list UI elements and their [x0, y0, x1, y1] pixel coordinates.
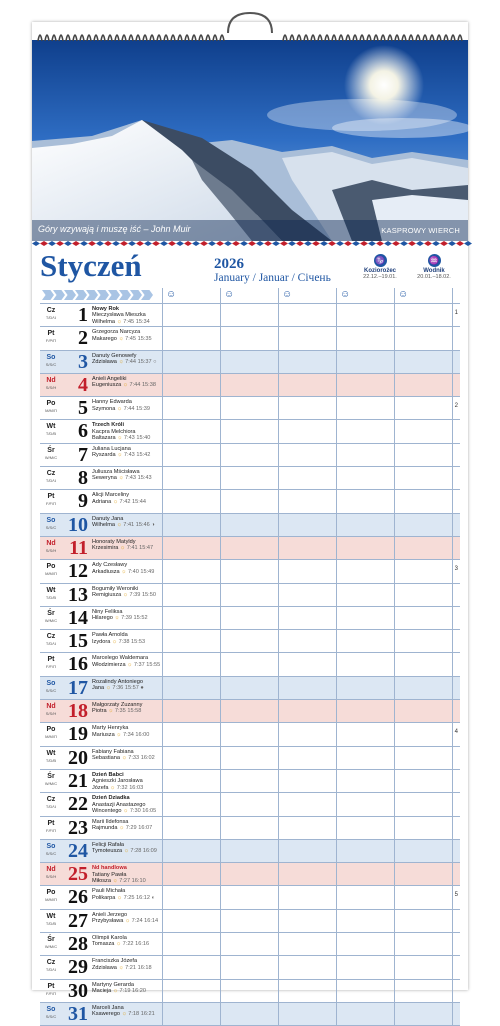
name-day: Piotra: [92, 708, 107, 715]
smiley-icon: ☺: [398, 289, 409, 300]
day-number: 21: [68, 769, 88, 792]
weekday-label: Nd S/S/Н: [45, 866, 57, 880]
day-number: 22: [68, 793, 88, 816]
weekday-label: Pt F/P/П: [45, 330, 57, 344]
name-day: Danuty Jana: [92, 515, 124, 522]
name-days: [92, 562, 200, 575]
sunrise-sunset: 7:34 16:00: [122, 731, 150, 738]
day-number: 17: [68, 676, 88, 699]
weekday-label: Wt T/D/В: [45, 749, 57, 763]
sunrise-sunset: 7:19 16:20: [119, 988, 146, 995]
name-day: Martyny Gerarda: [92, 981, 134, 988]
sun-icon: ☼: [117, 435, 123, 442]
name-day: Hilarego: [92, 615, 113, 622]
weekday-label: Śr W/M/С: [44, 772, 58, 786]
name-day: Baltazara: [92, 435, 116, 442]
sunrise-sunset: 7:40 15:49: [127, 568, 155, 575]
name-days: [92, 376, 200, 389]
zodiac-dates: 20.01.–18.02.: [417, 274, 451, 280]
name-day: Macieja: [92, 988, 112, 995]
name-days: [92, 865, 200, 884]
name-day: Sebastiana: [92, 755, 120, 762]
day-row: [40, 1003, 460, 1026]
weekday-label: Po M/M/П: [45, 563, 57, 577]
sunrise-sunset: 7:25 16:12: [123, 894, 151, 901]
capricorn-icon: ♑: [375, 256, 385, 265]
moon-phase-icon: ●: [140, 685, 144, 692]
photo-caption: Góry wzywają i muszę iść – John Muir: [38, 224, 191, 234]
month-translations: January / Januar / Січень: [214, 272, 331, 284]
sunrise-sunset: 7:29 16:07: [125, 824, 153, 831]
name-day: Miłosza: [92, 877, 111, 884]
sunrise-sunset: 7:39 15:52: [121, 615, 148, 622]
day-row: [40, 956, 460, 979]
name-day: Zdzisława: [92, 359, 117, 365]
weekday-label: Po M/M/П: [45, 400, 57, 414]
weekday-label: So S/S/С: [45, 842, 57, 856]
day-row: [40, 840, 460, 863]
name-day: Rajmunda: [92, 824, 118, 831]
zodiac-aquarius: [407, 254, 461, 280]
name-days: [92, 469, 200, 482]
chevron-decoration: [42, 290, 152, 300]
sunrise-sunset: 7:41 15:47: [126, 545, 154, 552]
name-days: [92, 306, 200, 325]
smiley-icon: ☺: [340, 289, 351, 300]
day-number: 1: [78, 304, 88, 326]
name-days: [92, 422, 200, 441]
weekday-label: Po M/M/П: [45, 889, 57, 903]
name-day: Szymona: [92, 405, 116, 412]
day-number: 6: [78, 420, 88, 443]
day-row: [40, 374, 460, 397]
day-row: [40, 747, 460, 770]
holiday-label: Dzień Babci: [92, 771, 124, 778]
name-day: Marceli Jana: [92, 1004, 124, 1011]
zodiac-dates: 22.12.–19.01.: [363, 274, 397, 280]
day-number: 26: [68, 886, 88, 909]
day-number: 25: [68, 863, 88, 886]
sunrise-sunset: 7:22 16:16: [122, 941, 150, 948]
week-number: 3: [454, 566, 458, 573]
name-day: Tymoteusza: [92, 848, 123, 855]
sunrise-sunset: 7:37 15:55: [133, 661, 161, 668]
name-day: Anieli Angeliki: [92, 375, 127, 382]
sunrise-sunset: 7:43 15:42: [123, 452, 151, 459]
sun-icon: ☼: [119, 824, 125, 831]
name-day: Honoraty Matyldy: [92, 538, 136, 545]
weekday-label: So S/S/С: [45, 1005, 57, 1019]
name-day: Tatiany Pawła: [92, 871, 127, 878]
name-days: [92, 655, 200, 668]
day-number: 11: [69, 536, 88, 559]
name-day: Eugeniusza: [92, 382, 122, 389]
name-day: Ksawerego: [92, 1011, 120, 1018]
sunrise-sunset: 7:44 15:37: [125, 359, 152, 365]
weekday-label: Śr W/M/С: [44, 609, 58, 623]
day-row: [40, 910, 460, 933]
day-number: 9: [78, 490, 88, 513]
name-days: [92, 725, 200, 738]
sun-icon: ☼: [122, 382, 128, 389]
day-number: 14: [68, 606, 88, 629]
weekday-label: Wt T/D/В: [45, 423, 57, 437]
name-days: [92, 329, 200, 342]
name-day: Seweryna: [92, 475, 117, 482]
day-row: [40, 700, 460, 723]
day-number: 19: [68, 723, 88, 746]
day-number: 28: [68, 933, 88, 956]
day-row: [40, 677, 460, 700]
moon-phase-icon: ◐: [151, 894, 155, 901]
sunrise-sunset: 7:24 16:14: [131, 918, 159, 925]
name-day: Felicji Rafała: [92, 841, 125, 848]
name-day: Izydora: [92, 638, 111, 645]
name-day: Marii Ildefonsa: [92, 818, 129, 825]
sunrise-sunset: 7:43 15:40: [123, 435, 151, 442]
moon-phase-icon: ◑: [151, 522, 155, 529]
day-number: 29: [68, 956, 88, 979]
weekday-label: Pt F/F/П: [46, 656, 56, 670]
zodiac-capricorn: [353, 254, 407, 280]
name-days: [92, 749, 200, 762]
name-day: Franciszka Józefa: [92, 958, 138, 965]
week-number: 2: [454, 403, 458, 410]
sunrise-sunset: 7:45 15:34: [123, 318, 150, 325]
name-day: Ady Czesławy: [92, 562, 128, 569]
day-number: 10: [68, 513, 88, 536]
name-days: [92, 446, 200, 459]
sun-icon: ☼: [115, 941, 122, 948]
month-title: Styczeń: [40, 248, 142, 283]
photo-location: KASPROWY WIERCH: [381, 226, 460, 235]
day-row: [40, 304, 460, 327]
sun-icon: ☼: [123, 848, 129, 855]
moon-phase-icon: ○: [153, 359, 157, 365]
calendar-page: [32, 22, 468, 1025]
sunrise-sunset: 7:38 15:53: [118, 638, 146, 645]
sun-icon: ☼: [127, 661, 133, 668]
day-row: [40, 490, 460, 513]
sunrise-sunset: 7:43 15:43: [125, 475, 152, 482]
day-number: 27: [68, 909, 88, 932]
holiday-label: Trzech Króli: [92, 422, 125, 429]
sun-icon: ☼: [117, 452, 123, 459]
day-number: 30: [68, 979, 88, 1002]
day-row: [40, 630, 460, 653]
name-days: [92, 609, 200, 622]
name-day: Adriana: [92, 498, 112, 505]
sun-icon: ☼: [121, 568, 127, 575]
name-day: Kacpra Melchiora: [92, 428, 136, 435]
sunrise-sunset: 7:44 15:39: [123, 405, 151, 412]
name-days: [92, 539, 200, 552]
name-days: [92, 679, 200, 692]
sun-icon: ☼: [118, 335, 124, 342]
name-day: Juliana Lucjana: [92, 445, 131, 452]
name-day: Mieczysława Mieszka: [92, 312, 146, 319]
name-days: [92, 982, 200, 995]
name-days: [92, 586, 200, 599]
sunrise-sunset: 7:27 16:10: [119, 877, 146, 884]
day-row: [40, 514, 460, 537]
sun-icon: ☼: [121, 1011, 127, 1018]
calendar-grid: [40, 288, 460, 1026]
sun-icon: ☼: [112, 877, 118, 884]
sunrise-sunset: 7:28 16:09: [130, 848, 157, 855]
name-day: Grzegorza Narcyza: [92, 329, 141, 336]
sunrise-sunset: 7:42 15:44: [119, 498, 146, 505]
sunrise-sunset: 7:33 16:02: [128, 755, 155, 762]
day-number: 18: [68, 700, 88, 723]
name-day: Arkadiusza: [92, 568, 120, 575]
day-row: [40, 770, 460, 793]
day-row: [40, 420, 460, 443]
day-number: 5: [78, 397, 88, 420]
name-day: Niny Feliksa: [92, 608, 123, 615]
zodiac-name: Wodnik: [423, 268, 445, 274]
day-row: [40, 444, 460, 467]
sunrise-sunset: 7:30 16:05: [129, 808, 157, 815]
weekday-label: So S/S/С: [45, 679, 57, 693]
sunrise-sunset: 7:45 15:35: [125, 335, 152, 342]
weekday-label: Cz T/D/Ч: [45, 470, 57, 484]
weekday-label: Śr W/M/С: [44, 446, 58, 460]
name-day: Anastazji Anastazego: [92, 801, 146, 808]
name-day: Małgorzaty Zuzanny: [92, 702, 143, 709]
day-row: [40, 817, 460, 840]
weekday-label: Pt F/F/П: [46, 819, 56, 833]
day-row: [40, 327, 460, 350]
name-days: [92, 1005, 200, 1018]
sun-icon: ☼: [119, 545, 126, 552]
day-row: [40, 351, 460, 374]
day-row: [40, 537, 460, 560]
zodiac-name: Koziorożec: [363, 268, 396, 274]
name-days: [92, 772, 200, 791]
name-day: Tomasza: [92, 941, 115, 948]
sunrise-sunset: 7:44 15:38: [129, 382, 156, 389]
sunrise-sunset: 7:39 15:50: [129, 591, 156, 598]
sunrise-sunset: 7:36 15:57: [112, 685, 139, 692]
sun-icon: ☼: [124, 918, 131, 925]
mountain-photo: [32, 40, 468, 241]
name-day: Przybysława: [92, 918, 124, 925]
sun-icon: ☼: [122, 591, 128, 598]
week-number: 4: [454, 729, 458, 736]
name-day: Marty Henryka: [92, 725, 129, 732]
day-row: [40, 863, 460, 886]
day-number: 15: [68, 630, 88, 653]
name-day: Pawła Arnolda: [92, 632, 128, 639]
day-number: 20: [68, 746, 88, 769]
name-days: [92, 935, 200, 948]
sun-icon: ☼: [108, 708, 114, 715]
day-number: 3: [78, 350, 88, 373]
sun-icon: ☼: [112, 498, 118, 505]
sun-icon: ☼: [112, 988, 118, 995]
name-day: Juliusza Mścisława: [92, 469, 140, 476]
name-day: Wilhelma: [92, 522, 116, 529]
grid-header: [40, 288, 460, 304]
sunrise-sunset: 7:21 16:18: [125, 964, 152, 971]
name-days: [92, 819, 200, 832]
name-day: Wincentego: [92, 808, 122, 815]
name-day: Alicji Marceliny: [92, 492, 129, 499]
sun-icon: ☼: [118, 359, 124, 365]
sun-icon: ☼: [111, 638, 118, 645]
name-day: Jana: [92, 685, 105, 692]
name-day: Polikarpa: [92, 894, 116, 901]
week-number: 5: [454, 892, 458, 899]
day-number: 4: [78, 373, 88, 396]
sunrise-sunset: 7:18 16:21: [128, 1011, 155, 1018]
name-day: Hanny Edwarda: [92, 399, 132, 406]
name-day: Danuty Genowefy: [92, 352, 137, 359]
day-number: 7: [78, 443, 88, 466]
day-row: [40, 653, 460, 676]
day-row: [40, 560, 460, 583]
name-day: Bogumiły Weroniki: [92, 585, 139, 592]
sun-icon: ☼: [118, 475, 124, 482]
weekday-label: Śr W/M/С: [44, 936, 58, 950]
sun-icon: ☼: [116, 318, 122, 325]
name-day: Makarego: [92, 335, 117, 342]
name-days: [92, 632, 200, 645]
sun-icon: ☼: [116, 522, 122, 529]
name-day: Marcelego Waldemara: [92, 655, 149, 662]
day-number: 24: [68, 839, 88, 862]
sun-icon: ☼: [114, 615, 120, 622]
day-number: 8: [78, 467, 88, 490]
weekday-label: Cz T/D/Ч: [45, 959, 57, 973]
weekday-label: Nd S/S/Н: [45, 703, 57, 717]
sun-icon: ☼: [110, 784, 116, 791]
weekday-label: Nd S/S/Н: [45, 539, 57, 553]
name-day: Anieli Jerzego: [92, 911, 128, 918]
smiley-icon: ☺: [166, 289, 177, 300]
aquarius-icon: ♒: [429, 256, 439, 265]
sun-icon: ☼: [116, 894, 123, 901]
name-days: [92, 702, 200, 715]
sunrise-sunset: 7:32 16:03: [116, 784, 144, 791]
day-row: [40, 723, 460, 746]
sun-icon: ☼: [116, 731, 122, 738]
day-number: 31: [68, 1002, 88, 1025]
name-day: Fabiany Fabiana: [92, 748, 134, 755]
day-row: [40, 886, 460, 909]
name-days: [92, 888, 200, 901]
name-day: Zdzisława: [92, 964, 117, 971]
day-row: [40, 397, 460, 420]
weekday-label: Wt T/D/В: [45, 586, 57, 600]
name-days: [92, 795, 200, 814]
sun-icon: ☼: [116, 405, 123, 412]
holiday-label: Nd handlowa: [92, 865, 127, 872]
spiral-binding: [32, 11, 468, 49]
name-day: Wilhelma: [92, 318, 116, 325]
week-number: 1: [454, 310, 458, 316]
day-row: [40, 467, 460, 490]
sunrise-sunset: 7:35 15:58: [114, 708, 142, 715]
name-days: [92, 399, 200, 412]
day-number: 16: [68, 653, 88, 676]
sun-icon: ☼: [123, 808, 129, 815]
weekday-label: So S/S/С: [45, 353, 57, 367]
weekday-label: Wt T/D/В: [45, 912, 57, 926]
weekday-label: Po M/M/П: [45, 726, 57, 740]
name-day: Ryszarda: [92, 452, 116, 459]
folk-ornament-stripe: [32, 241, 468, 246]
holiday-label: Nowy Rok: [92, 306, 120, 312]
day-number: 23: [68, 816, 88, 839]
weekday-label: Pt F/F/П: [46, 493, 56, 507]
name-day: Pauli Michała: [92, 888, 126, 895]
weekday-label: Pt F/F/П: [46, 982, 56, 996]
name-day: Włodzimierza: [92, 661, 126, 668]
weekday-label: Cz T/D/Ч: [45, 307, 57, 320]
name-days: [92, 842, 200, 855]
holiday-label: Dzień Dziadka: [92, 795, 130, 802]
name-day: Józefa: [92, 784, 109, 791]
day-row: [40, 933, 460, 956]
sun-icon: ☼: [105, 685, 111, 692]
name-day: Mariusza: [92, 731, 115, 738]
name-days: [92, 353, 200, 366]
name-days: [92, 492, 200, 505]
weekday-label: Cz T/D/Ч: [45, 633, 57, 647]
day-number: 13: [68, 583, 88, 606]
weekday-label: So S/S/С: [45, 516, 57, 530]
day-row: [40, 584, 460, 607]
day-row: [40, 793, 460, 816]
day-number: 2: [78, 327, 88, 350]
name-day: Krzesimira: [92, 545, 119, 552]
name-days: [92, 958, 200, 971]
day-row: [40, 607, 460, 630]
smiley-icon: ☺: [282, 289, 293, 300]
name-days: [92, 912, 200, 925]
sun-icon: ☼: [121, 755, 127, 762]
name-days: [92, 516, 200, 529]
smiley-icon: ☺: [224, 289, 235, 300]
weekday-label: Cz T/D/Ч: [45, 796, 57, 810]
weekday-label: Nd S/S/Н: [45, 376, 57, 390]
sunrise-sunset: 7:41 15:46: [123, 522, 150, 529]
name-day: Rozalindy Antoniego: [92, 678, 144, 685]
name-day: Olimpii Karola: [92, 935, 127, 942]
name-day: Remigiusza: [92, 591, 122, 598]
sun-icon: ☼: [118, 964, 124, 971]
year-label: 2026: [214, 256, 244, 272]
name-day: Agnieszki Jarosława: [92, 778, 143, 785]
day-row: [40, 980, 460, 1003]
day-number: 12: [68, 560, 88, 583]
